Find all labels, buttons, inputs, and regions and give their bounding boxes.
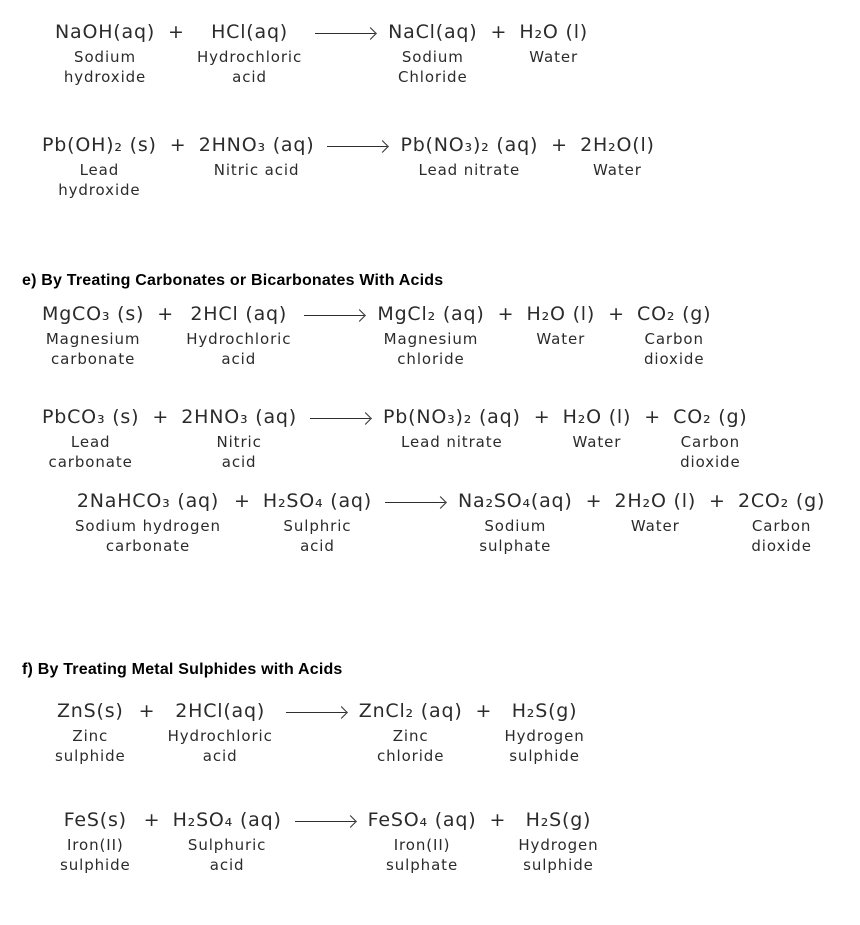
term-label-line: acid [221,350,257,368]
term-formula: HCl(aq) [211,21,289,43]
chemical-equation [60,808,850,875]
term-label [60,835,131,875]
term-label [186,329,291,369]
equation-term [359,699,463,766]
equation-term [458,489,573,556]
term-label-line: Iron(II) [66,836,124,854]
term-formula: 2HNO₃ (aq) [198,134,315,156]
term-formula: 2HNO₃ (aq) [181,406,297,428]
term-label [49,432,133,472]
equation-term [615,489,697,536]
term-label-line: sulphide [60,856,131,874]
term-label [751,516,812,556]
equation-term [42,133,157,200]
term-label-line: acid [232,68,267,86]
term-label [529,47,578,67]
equation-term [42,302,144,369]
reaction-arrow-icon [310,418,370,419]
term-formula: H₂O (l) [562,406,632,428]
term-label-line: sulphide [55,747,126,765]
term-label-line: hydroxide [58,181,141,199]
term-label [680,432,741,472]
section [22,661,850,875]
term-label-line: acid [202,747,238,765]
term-label-line: Hydrochloric [167,727,273,745]
term-label-line: Sodium [74,48,136,66]
term-label-line: Magnesium [45,330,141,348]
term-label-line: Carbon [644,330,704,348]
plus-operator: + [475,700,492,722]
chemical-equation [75,489,850,556]
equation-term [75,489,221,556]
term-label-line: chloride [376,747,445,765]
plus-operator: + [233,490,250,512]
term-label [75,516,221,556]
term-label-line: Hydrochloric [196,48,303,66]
term-label-line: dioxide [751,537,812,555]
term-label-line: carbonate [48,453,133,471]
term-label-line: Lead nitrate [401,433,503,451]
term-formula: ZnS(s) [56,700,124,722]
term-label-line: dioxide [680,453,741,471]
equation-term [42,405,139,472]
term-formula: CO₂ (g) [637,303,712,325]
term-formula: 2NaHCO₃ (aq) [76,490,220,512]
term-label [631,516,680,536]
plus-operator: + [169,134,186,156]
term-label [377,726,444,766]
equation-term [580,133,655,180]
term-label-line: Carbon [751,517,812,535]
term-formula: Pb(OH)₂ (s) [42,134,157,156]
section [22,272,850,556]
term-label-line: sulphide [523,856,594,874]
term-label-line: acid [300,537,335,555]
term-formula: H₂S(g) [511,700,578,722]
term-formula: H₂SO₄ (aq) [262,490,372,512]
equation-term [637,302,711,369]
equation-term [563,405,632,452]
term-label-line: hydroxide [63,68,147,86]
term-label [58,160,140,200]
section [42,20,850,200]
term-formula: H₂S(g) [525,809,592,831]
equation-term [173,808,282,875]
plus-operator: + [608,303,625,325]
equation-term [388,20,477,87]
term-label [188,835,266,875]
term-formula: H₂SO₄ (aq) [172,809,282,831]
equation-term [400,133,538,180]
plus-operator: + [533,406,550,428]
term-formula: ZnCl₂ (aq) [358,700,463,722]
reaction-arrow-icon [327,146,387,147]
term-label [55,726,126,766]
equation-term [186,302,291,369]
plus-operator: + [143,809,160,831]
term-label-line: Chloride [398,68,468,86]
term-label-line: Water [529,48,579,66]
reaction-arrow-icon [286,712,346,713]
term-label-line: Zinc [72,727,109,745]
term-label-line: Lead nitrate [418,161,521,179]
term-label-line: Hydrochloric [186,330,292,348]
term-label-line: Water [536,330,586,348]
term-formula: NaCl(aq) [388,21,478,43]
chemical-equation [55,699,850,766]
term-formula: 2H₂O (l) [614,490,697,512]
term-label-line: Sulphric [283,517,352,535]
term-formula: MgCO₃ (s) [42,303,145,325]
term-formula: Na₂SO₄(aq) [457,490,573,512]
term-label [214,160,300,180]
reaction-arrow-icon [295,821,355,822]
term-label-line: acid [221,453,257,471]
term-label-line: acid [209,856,245,874]
term-label [216,432,261,472]
term-label-line: Lead [70,433,111,451]
section-heading: e) By Treating Carbonates or Bicarbonates With Acids [22,272,444,289]
term-label-line: Iron(II) [393,836,451,854]
term-label-line: Zinc [392,727,429,745]
term-formula: Pb(NO₃)₂ (aq) [382,406,521,428]
plus-operator: + [152,406,169,428]
section-heading: f) By Treating Metal Sulphides with Acids [22,661,343,678]
plus-operator: + [585,490,602,512]
term-formula: FeS(s) [63,809,127,831]
term-formula: Pb(NO₃)₂ (aq) [400,134,539,156]
term-label [504,726,584,766]
equation-term [197,20,302,87]
chemical-equation [42,133,850,200]
equation-term [518,808,598,875]
term-label [593,160,642,180]
term-label-line: carbonate [105,537,191,555]
term-label-line: Water [630,517,680,535]
equation-term [519,20,588,67]
term-formula: 2HCl(aq) [175,700,266,722]
term-label-line: sulphide [509,747,580,765]
term-label [64,47,146,87]
term-label [398,47,468,87]
equation-term [504,699,584,766]
equation-term [55,20,155,87]
term-label-line: chloride [397,350,465,368]
term-formula: 2CO₂ (g) [737,490,826,512]
term-formula: MgCl₂ (aq) [377,303,485,325]
plus-operator: + [138,700,155,722]
term-label-line: sulphate [386,856,459,874]
term-formula: NaOH(aq) [55,21,156,43]
reaction-arrow-icon [315,33,375,34]
plus-operator: + [489,809,506,831]
term-label-line: dioxide [643,350,705,368]
equation-term [263,489,372,556]
term-label-line: Hydrogen [518,836,599,854]
term-formula: FeSO₄ (aq) [367,809,477,831]
term-label-line: Water [592,161,642,179]
term-formula: CO₂ (g) [673,406,748,428]
term-label [418,160,520,180]
plus-operator: + [490,21,507,43]
equation-term [60,808,131,875]
term-label [283,516,351,556]
term-label-line: Sulphuric [187,836,267,854]
term-label [386,835,458,875]
term-label-line: Nitric [216,433,262,451]
equation-term [738,489,825,556]
term-label [46,329,141,369]
term-label [197,47,302,87]
term-label-line: Sodium [484,517,547,535]
equation-term [55,699,126,766]
term-label-line: Lead [79,161,120,179]
reaction-arrow-icon [385,502,445,503]
equation-term [383,405,521,452]
term-label-line: Hydrogen [504,727,585,745]
term-label [168,726,273,766]
term-label-line: Magnesium [383,330,479,348]
term-formula: PbCO₃ (s) [42,406,140,428]
equation-term [377,302,484,369]
term-label-line: Sodium [401,48,464,66]
plus-operator: + [709,490,725,512]
plus-operator: + [157,303,174,325]
equation-term [181,405,297,472]
equation-term [168,699,273,766]
equation-term [673,405,747,472]
plus-operator: + [497,303,514,325]
chemical-equation [42,405,850,472]
term-formula: H₂O (l) [519,21,589,43]
plus-operator: + [644,406,661,428]
term-label [644,329,705,369]
reaction-arrow-icon [304,315,364,316]
chemical-equation [55,20,850,87]
plus-operator: + [551,134,568,156]
term-label [536,329,585,349]
term-label [384,329,479,369]
term-label-line: Sodium hydrogen [75,517,221,535]
term-label-line: sulphate [479,537,552,555]
chemical-equation [42,302,850,369]
equation-term [199,133,315,180]
plus-operator: + [168,21,184,43]
term-formula: H₂O (l) [526,303,596,325]
term-label [401,432,503,452]
equation-term [368,808,477,875]
term-label [479,516,551,556]
term-label-line: Carbon [680,433,741,451]
term-label [518,835,598,875]
term-formula: 2HCl (aq) [190,303,288,325]
term-label-line: carbonate [51,350,136,368]
equation-term [526,302,595,349]
term-formula: 2H₂O(l) [580,134,655,156]
term-label-line: Water [572,433,622,451]
term-label [573,432,622,452]
term-label-line: Nitric acid [213,161,300,179]
